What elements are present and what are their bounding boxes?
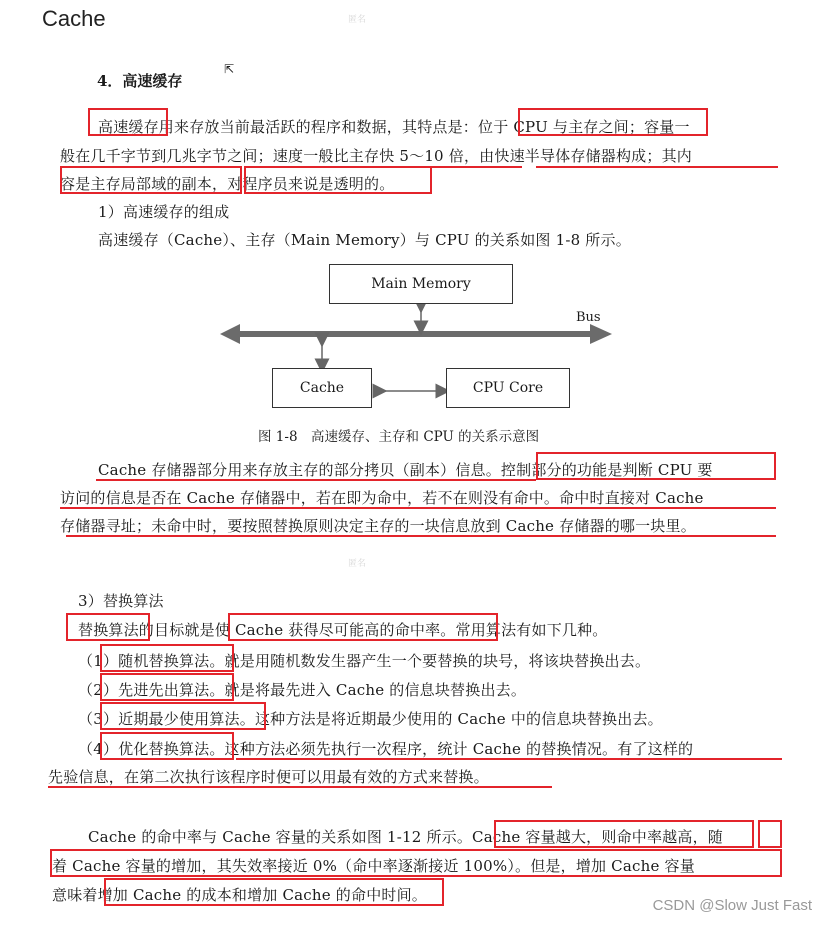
cpu-core-box: CPU Core xyxy=(446,368,570,408)
highlight-box xyxy=(494,820,754,848)
subsection-heading: 3）替换算法 xyxy=(78,592,164,610)
relation-sentence: 高速缓存（Cache）、主存（Main Memory）与 CPU 的关系如图 1-8 所示。 xyxy=(98,231,631,249)
bus-arrow-left xyxy=(220,324,240,344)
replacement-intro: 替换算法的目标就是使 Cache 获得尽可能高的命中率。常用算法有如下几种。 xyxy=(78,621,608,639)
highlight-box xyxy=(244,166,432,194)
cache-para-line-2: 访问的信息是否在 Cache 存储器中，若在即为命中，若不在则没有命中。命中时直接对 Cache xyxy=(60,489,704,507)
highlight-box xyxy=(50,849,782,877)
highlight-box xyxy=(228,613,498,641)
highlight-box xyxy=(758,820,782,848)
watermark: 匿名 xyxy=(348,15,367,25)
highlight-underline xyxy=(48,786,552,788)
highlight-box xyxy=(518,108,708,136)
highlight-box xyxy=(536,452,776,480)
highlight-box xyxy=(100,673,234,701)
footer-credit: CSDN @Slow Just Fast xyxy=(652,897,812,914)
bus-arrow-right xyxy=(590,324,612,344)
cache-box: Cache xyxy=(272,368,372,408)
highlight-box xyxy=(100,644,234,672)
cache-para-line-1: Cache 存储器部分用来存放主存的部分拷贝（副本）信息。控制部分的功能是判断 CPU 要 xyxy=(98,461,713,479)
intro-line-1: 高速缓存用来存放当前最活跃的程序和数据，其特点是：位于 CPU 与主存之间；容量一 xyxy=(98,118,690,136)
hit-rate-line-1: Cache 的命中率与 Cache 容量的关系如图 1-12 所示。Cache 容量越大，则命中率越高，随 xyxy=(88,828,723,846)
page-title: Cache xyxy=(42,6,106,31)
highlight-box xyxy=(100,732,234,760)
cache-para-line-3: 存储器寻址；未命中时，要按照替换原则决定主存的一块信息放到 Cache 存储器的哪一块里。 xyxy=(60,517,696,535)
algorithm-item-3: （3）近期最少使用算法。这种方法是将近期最少使用的 Cache 中的信息块替换出去。 xyxy=(78,710,663,728)
algorithm-item-4-cont: 先验信息，在第二次执行该程序时便可以用最有效的方式来替换。 xyxy=(48,768,489,786)
highlight-box xyxy=(66,613,150,641)
algorithm-item-2: （2）先进先出算法。就是将最先进入 Cache 的信息块替换出去。 xyxy=(78,681,527,699)
cursor-icon: ⇱ xyxy=(224,62,235,76)
highlight-underline xyxy=(536,166,778,168)
watermark: 匿名 xyxy=(348,559,367,569)
hit-rate-line-3: 意味着增加 Cache 的成本和增加 Cache 的命中时间。 xyxy=(52,886,427,904)
highlight-box xyxy=(88,108,168,136)
highlight-box xyxy=(60,166,242,194)
highlight-underline xyxy=(96,479,536,481)
highlight-box xyxy=(104,878,444,906)
main-memory-box: Main Memory xyxy=(329,264,513,304)
hit-rate-line-2: 着 Cache 容量的增加，其失效率接近 0%（命中率逐渐接近 100%）。但是，增加 Cache 容量 xyxy=(52,857,695,875)
highlight-box xyxy=(100,702,266,730)
intro-line-2: 般在几千字节到几兆字节之间；速度一般比主存快 5～10 倍，由快速半导体存储器构成；其内 xyxy=(60,147,692,165)
subsection-heading: 1）高速缓存的组成 xyxy=(98,203,230,221)
highlight-underline xyxy=(236,758,782,760)
highlight-underline xyxy=(60,507,776,509)
algorithm-item-4: （4）优化替换算法。这种方法必须先执行一次程序，统计 Cache 的替换情况。有了这样的 xyxy=(78,740,694,758)
section-heading: 4．高速缓存 xyxy=(97,72,183,90)
figure-caption: 图 1-8 高速缓存、主存和 CPU 的关系示意图 xyxy=(258,429,540,445)
algorithm-item-1: （1）随机替换算法。就是用随机数发生器产生一个要替换的块号，将该块替换出去。 xyxy=(78,652,651,670)
bus-label: Bus xyxy=(576,310,601,325)
intro-line-3: 容是主存局部域的副本，对程序员来说是透明的。 xyxy=(60,175,395,193)
highlight-underline xyxy=(66,535,776,537)
